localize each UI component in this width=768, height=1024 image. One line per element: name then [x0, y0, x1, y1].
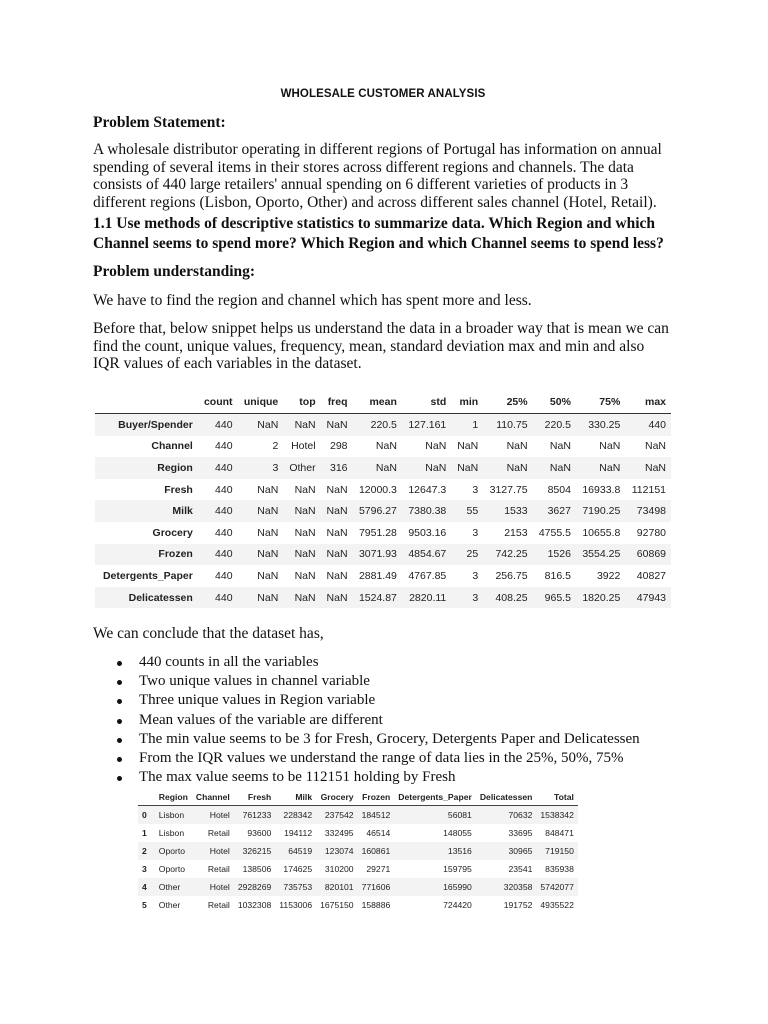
table-cell: NaN: [294, 591, 316, 604]
table-cell: NaN: [457, 461, 479, 474]
column-header: [95, 391, 198, 414]
row-index: 4: [142, 882, 147, 892]
table-cell: 440: [215, 548, 233, 561]
table-cell: 174625: [283, 864, 313, 874]
column-header: top: [283, 391, 320, 414]
row-header: Detergents_Paper: [102, 569, 193, 582]
conclusion-intro-text: We can conclude that the dataset has,: [93, 625, 324, 642]
table-cell: NaN: [506, 461, 528, 474]
table-cell: 440: [215, 461, 233, 474]
table-cell: 330.25: [588, 418, 621, 431]
table-cell: NaN: [326, 526, 348, 539]
table-cell: 127.161: [408, 418, 447, 431]
snippet-intro-text: Before that, below snippet helps us understand the data in a broader way that is mean we can find the count, unique values, frequency, mean, standard deviation max and min and also IQR values of each variables in the dataset.: [93, 320, 669, 372]
table-cell: 13516: [447, 846, 472, 856]
column-header: Channel: [192, 788, 234, 806]
column-header: [138, 788, 155, 806]
table-cell: 2820.11: [409, 591, 447, 604]
table-cell: 1820.25: [582, 591, 621, 604]
table-cell: 60869: [636, 548, 666, 561]
table-cell: NaN: [326, 483, 348, 496]
document-title: WHOLESALE CUSTOMER ANALYSIS: [280, 88, 486, 100]
table-cell: 3: [472, 483, 479, 496]
table-cell: NaN: [257, 418, 279, 431]
table-cell: 724420: [443, 900, 472, 910]
table-cell: NaN: [294, 548, 316, 561]
table-cell: 8504: [547, 483, 571, 496]
table-cell: 16933.8: [582, 483, 621, 496]
table-cell: 408.25: [495, 591, 528, 604]
list-item: Mean values of the variable are different: [93, 711, 640, 730]
table-cell: 56081: [447, 810, 472, 820]
table-cell: NaN: [326, 418, 348, 431]
table-cell: 2928269: [237, 882, 272, 892]
table-cell: 112151: [631, 483, 666, 496]
table-row: [95, 565, 671, 587]
table-cell: NaN: [294, 526, 316, 539]
question-heading: 1.1 Use methods of descriptive statistics to summarize data. Which Region and which Channel seems to spend more? Which Region and which Channel seems to spend less?: [93, 215, 664, 252]
column-header: 50%: [533, 391, 576, 414]
table-cell: 848471: [545, 828, 574, 838]
table-cell: 40827: [636, 569, 666, 582]
table-cell: NaN: [257, 591, 279, 604]
table-cell: 220.5: [544, 418, 571, 431]
column-header: Grocery: [316, 788, 357, 806]
table-cell: 1538342: [540, 810, 574, 820]
table-cell: NaN: [326, 591, 348, 604]
table-cell: Other: [158, 882, 181, 892]
table-cell: 7951.28: [358, 526, 397, 539]
table-cell: 332495: [324, 828, 354, 838]
row-header: Region: [157, 461, 193, 474]
table-cell: 47943: [636, 591, 666, 604]
row-header: Grocery: [152, 526, 193, 539]
table-cell: 191752: [503, 900, 533, 910]
table-cell: NaN: [294, 569, 316, 582]
table-cell: 1032308: [237, 900, 272, 910]
table-header-row: [138, 788, 578, 806]
table-cell: 165990: [443, 882, 472, 892]
table-cell: 1675150: [320, 900, 354, 910]
table-cell: 3071.93: [358, 548, 397, 561]
table-cell: 3: [472, 569, 479, 582]
table-cell: 159795: [443, 864, 472, 874]
table-row: [138, 878, 578, 896]
table-cell: NaN: [425, 461, 447, 474]
table-cell: Retail: [207, 828, 230, 838]
table-cell: 3922: [596, 569, 621, 582]
table-cell: Retail: [207, 900, 230, 910]
table-cell: Lisbon: [158, 810, 185, 820]
table-cell: 237542: [324, 810, 354, 820]
table-cell: 440: [215, 591, 233, 604]
table-cell: 3127.75: [489, 483, 528, 496]
table-cell: 256.75: [495, 569, 528, 582]
table-cell: 3554.25: [582, 548, 621, 561]
table-cell: 55: [466, 505, 479, 518]
table-cell: 440: [648, 418, 666, 431]
table-row: [95, 587, 671, 609]
table-row: [95, 457, 671, 479]
table-cell: 4755.5: [538, 526, 571, 539]
table-cell: Other: [158, 900, 181, 910]
table-row: [138, 806, 578, 825]
table-cell: 440: [215, 526, 233, 539]
problem-understanding-heading: Problem understanding:: [93, 263, 256, 280]
problem-statement-text: A wholesale distributor operating in different regions of Portugal has information on annual spending of several items in their stores across different regions and channels. The data consists of 440 large retailers' annual spending on 6 different varieties of products in 3 different regions (Lisbon, Oporto, Other) and across different sales channel (Hotel, Retail).: [93, 141, 662, 211]
row-header: Buyer/Spender: [118, 418, 193, 431]
conclusions-list: [93, 653, 640, 787]
table-row: [138, 896, 578, 914]
row-header: Milk: [172, 505, 193, 518]
row-header: Channel: [151, 440, 193, 453]
table-cell: 160861: [361, 846, 391, 856]
problem-understanding-text: We have to find the region and channel which has spent more and less.: [93, 292, 532, 309]
table-cell: Hotel: [291, 440, 316, 453]
table-cell: 761233: [242, 810, 272, 820]
row-header: Delicatessen: [128, 591, 193, 604]
table-cell: 30965: [508, 846, 533, 856]
table-cell: NaN: [506, 440, 528, 453]
column-header: Fresh: [234, 788, 275, 806]
table-cell: 7190.25: [582, 505, 621, 518]
table-cell: 46514: [366, 828, 391, 838]
table-cell: NaN: [644, 440, 666, 453]
table-cell: 9503.16: [408, 526, 447, 539]
table-cell: 440: [215, 505, 233, 518]
table-cell: 298: [330, 440, 348, 453]
table-cell: 92780: [636, 526, 666, 539]
table-cell: Lisbon: [158, 828, 185, 838]
table-cell: 64519: [288, 846, 313, 856]
table-cell: Hotel: [209, 810, 230, 820]
table-cell: 7380.38: [408, 505, 447, 518]
column-header: freq: [321, 391, 353, 414]
row-header: Fresh: [164, 483, 193, 496]
table-cell: 4935522: [540, 900, 574, 910]
table-cell: NaN: [549, 440, 571, 453]
table-cell: 2: [272, 440, 279, 453]
table-cell: 93600: [247, 828, 272, 838]
table-cell: 4854.67: [408, 548, 447, 561]
table-cell: 440: [215, 440, 233, 453]
table-cell: 326215: [242, 846, 272, 856]
table-cell: 194112: [284, 828, 313, 838]
table-cell: 1526: [547, 548, 571, 561]
table-row: [95, 479, 671, 501]
table-cell: 440: [215, 483, 233, 496]
table-cell: 184512: [361, 810, 391, 820]
table-cell: NaN: [425, 440, 447, 453]
table-cell: 3: [472, 591, 479, 604]
table-cell: 2881.49: [358, 569, 397, 582]
list-item: 440 counts in all the variables: [93, 653, 640, 672]
table-cell: 123074: [324, 846, 354, 856]
table-cell: 5796.27: [358, 505, 397, 518]
table-cell: Retail: [207, 864, 230, 874]
table-cell: 2153: [504, 526, 528, 539]
table-cell: 440: [215, 569, 233, 582]
table-cell: NaN: [326, 548, 348, 561]
table-cell: NaN: [294, 505, 316, 518]
descriptive-statistics-table: [95, 391, 671, 608]
table-row: [95, 522, 671, 544]
list-item: From the IQR values we understand the range of data lies in the 25%, 50%, 75%: [93, 749, 640, 768]
table-cell: 440: [215, 418, 233, 431]
table-cell: NaN: [257, 483, 279, 496]
region-channel-spending-table: [138, 788, 578, 914]
table-cell: 719150: [545, 846, 574, 856]
table-cell: 33695: [508, 828, 533, 838]
table-cell: 965.5: [544, 591, 571, 604]
column-header: Region: [155, 788, 192, 806]
table-cell: 310200: [324, 864, 354, 874]
row-index: 5: [142, 900, 147, 910]
table-cell: NaN: [294, 483, 316, 496]
column-header: mean: [353, 391, 402, 414]
table-cell: 138506: [242, 864, 272, 874]
column-header: unique: [238, 391, 284, 414]
column-header: min: [451, 391, 483, 414]
column-header: Detergents_Paper: [394, 788, 476, 806]
column-header: 75%: [576, 391, 625, 414]
table-cell: 220.5: [370, 418, 397, 431]
table-cell: Hotel: [209, 882, 230, 892]
row-header: Frozen: [158, 548, 193, 561]
row-index: 2: [142, 846, 147, 856]
table-cell: 10655.8: [582, 526, 621, 539]
row-index: 3: [142, 864, 147, 874]
table-cell: NaN: [375, 440, 397, 453]
table-cell: 25: [466, 548, 479, 561]
column-header: max: [625, 391, 671, 414]
table-cell: NaN: [257, 548, 279, 561]
list-item: Three unique values in Region variable: [93, 691, 640, 710]
table-cell: 3627: [547, 505, 571, 518]
table-cell: 742.25: [495, 548, 528, 561]
table-cell: NaN: [599, 461, 621, 474]
table-cell: 12000.3: [358, 483, 397, 496]
table-cell: Hotel: [209, 846, 230, 856]
table-cell: 771606: [361, 882, 391, 892]
table-cell: 316: [330, 461, 348, 474]
table-cell: NaN: [326, 569, 348, 582]
table-cell: 12647.3: [408, 483, 447, 496]
table-cell: NaN: [257, 569, 279, 582]
table-row: [95, 436, 671, 458]
column-header: 25%: [483, 391, 532, 414]
table-cell: 5742077: [540, 882, 574, 892]
table-cell: 1153006: [279, 900, 313, 910]
table-cell: Oporto: [158, 846, 186, 856]
table-cell: 158886: [361, 900, 391, 910]
table-row: [138, 824, 578, 842]
table-cell: 1524.87: [358, 591, 397, 604]
column-header: Milk: [275, 788, 316, 806]
problem-statement-heading: Problem Statement:: [93, 114, 226, 131]
table-cell: 835938: [545, 864, 574, 874]
row-index: 0: [142, 810, 147, 820]
table-cell: 1533: [504, 505, 528, 518]
table-row: [138, 860, 578, 878]
list-item: The min value seems to be 3 for Fresh, Grocery, Detergents Paper and Delicatessen: [93, 730, 640, 749]
table-row: [95, 500, 671, 522]
table-cell: Other: [289, 461, 316, 474]
table-cell: 73498: [636, 505, 666, 518]
table-row: [95, 414, 671, 436]
table-row: [138, 842, 578, 860]
table-cell: 70632: [508, 810, 533, 820]
table-cell: NaN: [599, 440, 621, 453]
list-item: The max value seems to be 112151 holding by Fresh: [93, 768, 640, 787]
table-cell: 4767.85: [408, 569, 447, 582]
table-cell: 3: [272, 461, 279, 474]
table-cell: 320358: [503, 882, 533, 892]
table-cell: 29271: [366, 864, 391, 874]
table-row: [95, 544, 671, 566]
column-header: Frozen: [358, 788, 395, 806]
table-cell: 110.75: [496, 418, 528, 431]
row-index: 1: [142, 828, 147, 838]
table-cell: 1: [472, 418, 479, 431]
table-cell: 820101: [324, 882, 354, 892]
table-cell: 735753: [283, 882, 313, 892]
table-header-row: [95, 391, 671, 414]
table-cell: 23541: [508, 864, 533, 874]
table-cell: 816.5: [544, 569, 571, 582]
list-item: Two unique values in channel variable: [93, 672, 640, 691]
table-cell: 3: [472, 526, 479, 539]
table-cell: NaN: [326, 505, 348, 518]
table-cell: 228342: [283, 810, 313, 820]
column-header: Total: [536, 788, 577, 806]
table-cell: NaN: [457, 440, 479, 453]
table-cell: NaN: [257, 505, 279, 518]
table-cell: NaN: [257, 526, 279, 539]
table-cell: NaN: [549, 461, 571, 474]
table-cell: 148055: [443, 828, 472, 838]
table-cell: Oporto: [158, 864, 186, 874]
column-header: std: [402, 391, 451, 414]
table-cell: NaN: [294, 418, 316, 431]
column-header: count: [198, 391, 238, 414]
column-header: Delicatessen: [476, 788, 537, 806]
table-cell: NaN: [375, 461, 397, 474]
table-cell: NaN: [644, 461, 666, 474]
